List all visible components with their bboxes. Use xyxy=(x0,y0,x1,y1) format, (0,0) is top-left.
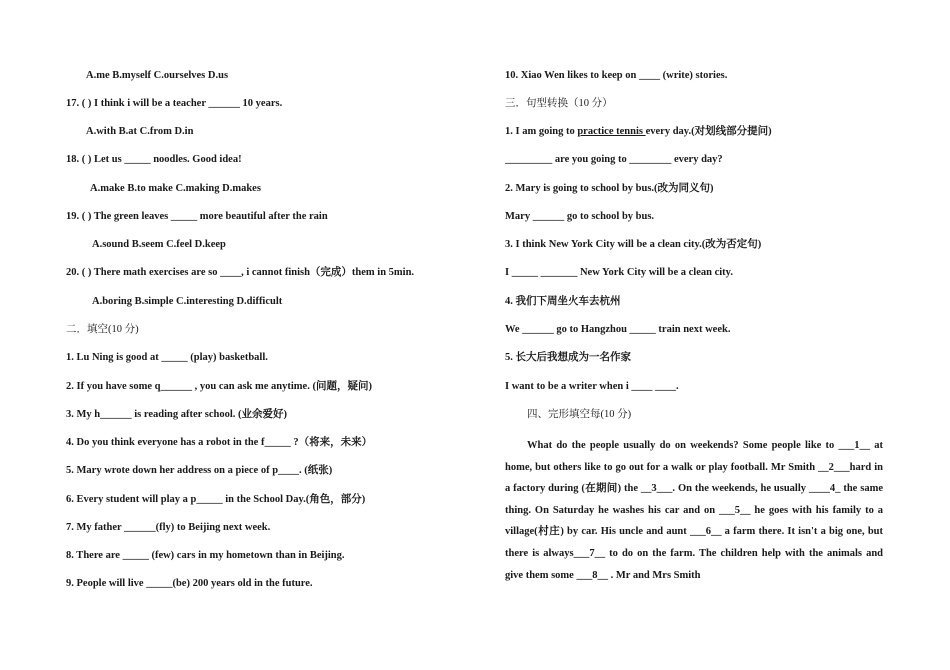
q16-options: A.me B.myself C.ourselves D.us xyxy=(86,70,229,81)
cloze-passage: What do the people usually do on weekends? Some people like to ___1__ at home, but others like to go out for a walk or play football. Mr Smith __2___hard in a factory during (在期间) the __3___. On the weekends, he usually ____4_ the same thing. On Saturday he washes his car and on ___5__ he goes with his family to a village(村庄) by car. His uncle and aunt ___6__ a farm there. It isn't a big one, but there is always___7__ to do on the farm. The children help with the animals and give them some ___8__ . Mr and Mrs Smith xyxy=(505,440,883,581)
transform-5-answer: I want to be a writer when i ____ ____. xyxy=(505,381,679,392)
fill-item: 8. There are _____ (few) cars in my hometown than in Beijing. xyxy=(66,550,345,561)
fill-item: 4. Do you think everyone has a robot in the f_____ ?（将来，未来） xyxy=(66,437,373,448)
question-19: 19. ( ) The green leaves _____ more beautiful after the rain xyxy=(66,211,328,222)
q18-options: A.make B.to make C.making D.makes xyxy=(90,183,261,194)
underlined-phrase: practice tennis xyxy=(577,126,646,137)
transform-3: 3. I think New York City will be a clean city.(改为否定句) xyxy=(505,239,762,250)
q20-options: A.boring B.simple C.interesting D.difficult xyxy=(92,296,283,307)
fill-item-10: 10. Xiao Wen likes to keep on ____ (write) stories. xyxy=(505,70,728,81)
transform-2: 2. Mary is going to school by bus.(改为同义句) xyxy=(505,183,714,194)
section-4-title: 四、完形填空每(10 分) xyxy=(527,409,632,420)
fill-item: 1. Lu Ning is good at _____ (play) basketball. xyxy=(66,352,268,363)
question-20: 20. ( ) There math exercises are so ____, i cannot finish（完成）them in 5min. xyxy=(66,267,415,278)
q19-options: A.sound B.seem C.feel D.keep xyxy=(92,239,226,250)
transform-1-answer: _________ are you going to ________ every day? xyxy=(505,154,723,165)
question-18: 18. ( ) Let us _____ noodles. Good idea! xyxy=(66,154,242,165)
transform-2-answer: Mary ______ go to school by bus. xyxy=(505,211,655,222)
fill-item: 9. People will live _____(be) 200 years old in the future. xyxy=(66,578,313,589)
transform-4: 4. 我们下周坐火车去杭州 xyxy=(505,296,621,307)
q17-options: A.with B.at C.from D.in xyxy=(86,126,194,137)
fill-item: 2. If you have some q______ , you can ask me anytime. (问题，疑问) xyxy=(66,381,372,392)
transform-1 xyxy=(505,125,772,139)
section-2-title: 二．填空(10 分) xyxy=(66,324,139,335)
transform-4-answer: We ______ go to Hangzhou _____ train next week. xyxy=(505,324,731,335)
fill-item: 5. Mary wrote down her address on a piece of p____. (纸张) xyxy=(66,465,333,476)
transform-1-suffix: every day.(对划线部分提问) xyxy=(645,126,772,137)
fill-item: 6. Every student will play a p_____ in the School Day.(角色，部分) xyxy=(66,494,366,505)
transform-1-prefix: 1. I am going to xyxy=(505,126,578,137)
question-17: 17. ( ) I think i will be a teacher ______ 10 years. xyxy=(66,98,283,109)
section-3-title: 三．句型转换（10 分） xyxy=(505,98,613,109)
transform-3-answer: I _____ _______ New York City will be a clean city. xyxy=(505,267,733,278)
fill-item: 7. My father ______(fly) to Beijing next week. xyxy=(66,522,271,533)
transform-5: 5. 长大后我想成为一名作家 xyxy=(505,352,631,363)
fill-item: 3. My h______ is reading after school. (业余爱好) xyxy=(66,409,287,420)
